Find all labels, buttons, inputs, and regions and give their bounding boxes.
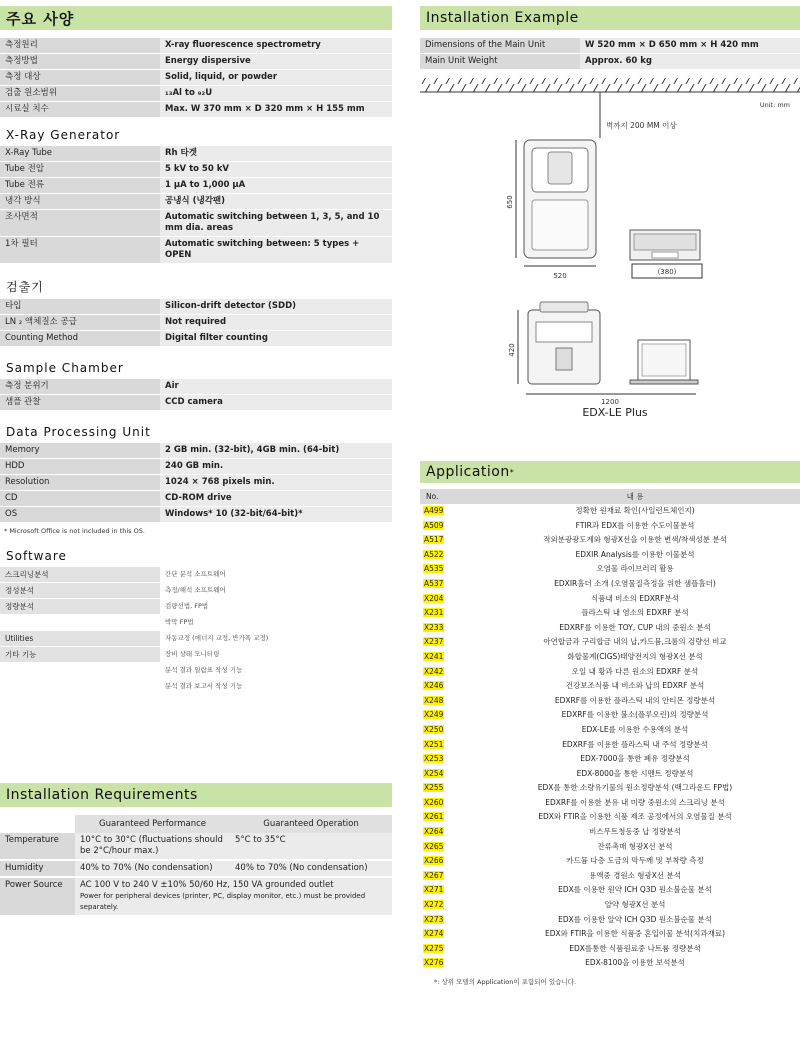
spec-row: [0, 178, 392, 194]
application-row: [420, 854, 800, 869]
application-description: 오일 내 황과 다른 원소의 EDXRF 분석: [571, 666, 699, 676]
application-description: 비스무트청동중 납 정량분석: [589, 827, 681, 837]
spec-value: 분석 결과 일람표 작성 기능: [160, 663, 392, 679]
app-header-content: 내 용: [470, 489, 800, 504]
spec-row: [0, 379, 392, 395]
spec-row: [0, 567, 392, 583]
spec-key: 정량분석: [0, 599, 160, 615]
software-table: [0, 567, 392, 695]
application-no-cell: [420, 738, 470, 753]
spec-value: Digital filter counting: [160, 331, 392, 347]
application-description: 오염물 라이브러리 활용: [596, 564, 674, 574]
application-description: EDXRF를 이용한 불소(플루오린)의 정량분석: [561, 710, 709, 720]
application-row: [420, 504, 800, 519]
application-row: [420, 883, 800, 898]
installation-requirements-title: Installation Requirements: [0, 783, 392, 807]
application-footnote: *: 상위 모델의 Application이 포함되어 있습니다.: [434, 978, 577, 986]
data-processing-table: [0, 443, 392, 523]
model-caption: EDX-LE Plus: [582, 406, 648, 419]
application-row: [420, 738, 800, 753]
req-power-main: AC 100 V to 240 V ±10% 50/60 Hz, 150 VA grounded outlet: [80, 880, 334, 890]
application-no-cell: [420, 665, 470, 680]
spec-key: Tube 전압: [0, 162, 160, 178]
application-no-cell: [420, 562, 470, 577]
application-no: X242: [424, 666, 444, 676]
req-row-power: [0, 877, 392, 916]
application-no-cell: [420, 796, 470, 811]
application-row: [420, 781, 800, 796]
application-description: 적외분광광도계와 형광X선을 이용한 변색/착색성분 분석: [543, 535, 727, 545]
application-no-cell: [420, 504, 470, 519]
application-no-cell: [420, 548, 470, 563]
application-no-cell: [420, 854, 470, 869]
application-description: 플라스틱 내 염소의 EDXRF 분석: [581, 608, 689, 618]
application-description: EDX-8000을 통한 시멘트 정량분석: [576, 768, 694, 778]
application-no: X260: [424, 797, 444, 807]
application-row: [420, 810, 800, 825]
application-no: X233: [424, 622, 444, 632]
application-no-cell: [420, 519, 470, 534]
req-header-operation: Guaranteed Operation: [230, 815, 392, 833]
application-description: 화합물계(CIGS)태양전지의 형광X선 분석: [567, 651, 703, 661]
req-row-humidity: [0, 860, 392, 877]
spec-row: [0, 86, 392, 102]
spec-key: [0, 615, 160, 631]
application-no: X275: [424, 943, 444, 953]
application-row: [420, 708, 800, 723]
spec-value: 1024 × 768 pixels min.: [160, 475, 392, 491]
spec-key: [0, 679, 160, 695]
installation-diagram: [420, 70, 800, 406]
application-no: X267: [424, 870, 444, 880]
application-no: X249: [424, 710, 444, 720]
installation-example-table: [420, 38, 800, 70]
spec-row: [0, 583, 392, 599]
application-description: 용액중 경원소 형광X선 분석: [589, 870, 681, 880]
spec-value: CD-ROM drive: [160, 491, 392, 507]
application-description: FTIR과 EDX를 이용한 수도이물분석: [575, 520, 695, 530]
spec-value: Rh 타겟: [160, 146, 392, 162]
application-no: X254: [424, 768, 444, 778]
dim-420-label: 420: [508, 343, 516, 357]
spec-row: [0, 459, 392, 475]
spec-value: Max. W 370 mm × D 320 mm × H 155 mm: [160, 102, 392, 118]
application-description: 카드뮴 다층 도금의 막두께 및 부착량 측정: [566, 856, 704, 866]
spec-row: [0, 507, 392, 523]
application-no: X266: [424, 856, 444, 866]
application-no: X231: [424, 608, 444, 618]
spec-key: Resolution: [0, 475, 160, 491]
spec-key: [0, 663, 160, 679]
application-no: A537: [424, 578, 444, 588]
spec-key: Dimensions of the Main Unit: [420, 38, 580, 54]
application-no-cell: [420, 942, 470, 957]
spec-row: [0, 146, 392, 162]
spec-value: Solid, liquid, or powder: [160, 70, 392, 86]
application-no: X271: [424, 885, 444, 895]
spec-value: Not required: [160, 315, 392, 331]
spec-row: [0, 54, 392, 70]
software-title: Software: [6, 549, 67, 563]
spec-value: W 520 mm × D 650 mm × H 420 mm: [580, 38, 800, 54]
wall-hatch: [420, 78, 800, 92]
dim-520-label: 520: [553, 272, 567, 280]
spec-row: [0, 631, 392, 647]
spec-row: [0, 679, 392, 695]
req-performance: 40% to 70% (No condensation): [75, 860, 230, 877]
installation-example-title: Installation Example: [420, 6, 800, 30]
spec-row: [0, 491, 392, 507]
application-no-cell: [420, 694, 470, 709]
spec-value: 측정/해석 소프트웨어: [160, 583, 392, 599]
req-key: Humidity: [0, 860, 75, 877]
req-power-value: [75, 877, 392, 916]
req-key: Power Source: [0, 877, 75, 916]
application-row: [420, 694, 800, 709]
spec-row: [0, 299, 392, 315]
spec-value: 장비 상태 모니터링: [160, 647, 392, 663]
spec-row: [420, 38, 800, 54]
application-no: X248: [424, 695, 444, 705]
application-row: [420, 956, 800, 971]
application-description: EDXIR홀더 소개 (오염물질측정을 위한 샘플홀더): [554, 578, 716, 588]
application-no: X253: [424, 754, 444, 764]
application-description: EDXRF를 이용한 플라스틱 내 주석 정량분석: [562, 739, 708, 749]
detector-table: [0, 299, 392, 347]
application-no-cell: [420, 898, 470, 913]
application-row: [420, 606, 800, 621]
spec-row: [0, 647, 392, 663]
spec-value: ₁₃Al to ₉₂U: [160, 86, 392, 102]
application-no-cell: [420, 723, 470, 738]
spec-value: 자동교정 (에너지 교정, 반가폭 교정): [160, 631, 392, 647]
application-no: X273: [424, 914, 444, 924]
spec-row: [0, 615, 392, 631]
spec-key: Main Unit Weight: [420, 54, 580, 70]
installation-diagram-svg: [420, 70, 800, 406]
spec-value: Energy dispersive: [160, 54, 392, 70]
application-no-cell: [420, 708, 470, 723]
spec-value: 간단 분석 소프트웨어: [160, 567, 392, 583]
application-row: [420, 752, 800, 767]
spec-row: [0, 599, 392, 615]
application-no-cell: [420, 606, 470, 621]
detector-title: 검출기: [6, 280, 44, 294]
unit-label: Unit: mm: [759, 101, 790, 109]
application-no: X241: [424, 651, 444, 661]
dim-380-label: (380): [657, 268, 677, 276]
installation-requirements-table: [0, 815, 392, 917]
application-no-cell: [420, 956, 470, 971]
app-header-no: No.: [420, 489, 470, 504]
spec-value: 2 GB min. (32-bit), 4GB min. (64-bit): [160, 443, 392, 459]
spec-row: [0, 237, 392, 264]
application-no-cell: [420, 781, 470, 796]
application-no: X261: [424, 812, 444, 822]
instrument-front-view: [528, 302, 600, 384]
application-no: A499: [424, 506, 444, 515]
application-description: EDX를 통한 소량유기물의 원소정량분석 (백그라운드 FP법): [537, 783, 733, 793]
application-no-cell: [420, 592, 470, 607]
application-table: [420, 489, 800, 971]
application-row: [420, 767, 800, 782]
spec-value: 박막 FP법: [160, 615, 392, 631]
spec-key: Tube 전류: [0, 178, 160, 194]
req-header-performance: Guaranteed Performance: [75, 815, 230, 833]
application-no-cell: [420, 927, 470, 942]
application-row: [420, 898, 800, 913]
application-no: X237: [424, 637, 444, 647]
application-description: EDX와 FTIR을 이용한 식품 제조 공정에서의 오염물질 분석: [538, 812, 732, 822]
req-operation: 5°C to 35°C: [230, 833, 392, 860]
spec-key: Counting Method: [0, 331, 160, 347]
application-no: A522: [424, 549, 444, 559]
application-no-cell: [420, 840, 470, 855]
spec-row: [0, 395, 392, 411]
application-no-cell: [420, 635, 470, 650]
spec-value: Approx. 60 kg: [580, 54, 800, 70]
spec-key: HDD: [0, 459, 160, 475]
application-no-cell: [420, 650, 470, 665]
spec-row: [0, 475, 392, 491]
application-row: [420, 621, 800, 636]
application-no-cell: [420, 679, 470, 694]
req-header-blank: [0, 815, 75, 833]
spec-value: 분석 결과 보고서 작성 기능: [160, 679, 392, 695]
application-no-cell: [420, 577, 470, 592]
application-description: EDX와 FTIR을 이용한 식품중 혼입이물 분석(치과재료): [544, 929, 726, 939]
spec-key: 기타 기능: [0, 647, 160, 663]
spec-key: 조사면적: [0, 210, 160, 237]
req-key: Temperature: [0, 833, 75, 860]
spec-value: 1 μA to 1,000 μA: [160, 178, 392, 194]
application-row: [420, 519, 800, 534]
application-description: 알약 형광X선 분석: [604, 900, 666, 910]
spec-value: Automatic switching between: 5 types + OPEN: [160, 237, 392, 264]
sample-chamber-title: Sample Chamber: [6, 361, 124, 375]
application-row: [420, 723, 800, 738]
laptop-front-view: [630, 340, 698, 384]
spec-row: [0, 210, 392, 237]
dim-650-label: 650: [506, 195, 514, 209]
spec-row: [0, 162, 392, 178]
application-row: [420, 577, 800, 592]
wall-distance-label: 벽까지 200 MM 이상: [606, 121, 677, 130]
spec-key: LN ₂ 액체질소 공급: [0, 315, 160, 331]
spec-value: Air: [160, 379, 392, 395]
spec-value: 공냉식 (냉각팬): [160, 194, 392, 210]
application-row: [420, 533, 800, 548]
spec-key: 측정 분위기: [0, 379, 160, 395]
spec-value: Silicon-drift detector (SDD): [160, 299, 392, 315]
spec-key: CD: [0, 491, 160, 507]
application-no: A509: [424, 520, 444, 530]
application-row: [420, 548, 800, 563]
application-row: [420, 592, 800, 607]
right-column: [420, 0, 800, 986]
spec-key: 냉각 방식: [0, 194, 160, 210]
application-no: X246: [424, 681, 444, 691]
spec-value: 5 kV to 50 kV: [160, 162, 392, 178]
application-description: EDXRF를 이용한 TOY, CUP 내의 중원소 분석: [559, 622, 711, 632]
dim-1200-label: 1200: [601, 398, 619, 406]
spec-row: [420, 54, 800, 70]
spec-value: X-ray fluorescence spectrometry: [160, 38, 392, 54]
application-no-cell: [420, 869, 470, 884]
spec-row: [0, 194, 392, 210]
spec-key: 측정원리: [0, 38, 160, 54]
application-no-cell: [420, 913, 470, 928]
application-description: 식품내 비소의 EDXRF분석: [591, 593, 679, 603]
application-description: EDX를 이용한 원약 ICH Q3D 원소불순물 분석: [558, 885, 712, 895]
spec-key: 샘플 관찰: [0, 395, 160, 411]
spec-value: CCD camera: [160, 395, 392, 411]
spec-row: [0, 70, 392, 86]
application-row: [420, 825, 800, 840]
spec-key: 측정방법: [0, 54, 160, 70]
application-description: 아연합금과 구리합금 내의 납,카드뮴,크롬의 검량선 비교: [543, 637, 727, 647]
application-title-sup: *: [509, 467, 515, 477]
spec-value: 검량선법, FP법: [160, 599, 392, 615]
application-no-cell: [420, 825, 470, 840]
application-no: X265: [424, 841, 444, 851]
application-description: EDX를통한 식품원료중 나트륨 정량분석: [569, 943, 701, 953]
application-description: EDX를 이용한 알약 ICH Q3D 원소불순물 분석: [558, 914, 712, 924]
instrument-top-view: [524, 140, 596, 258]
application-row: [420, 679, 800, 694]
spec-value: Windows* 10 (32-bit/64-bit)*: [160, 507, 392, 523]
application-no-cell: [420, 810, 470, 825]
xray-generator-title: X-Ray Generator: [6, 128, 121, 142]
application-description: 건강보조식품 내 비소와 납의 EDXRF 분석: [565, 681, 705, 691]
application-description: EDX-8100을 이용한 보석분석: [585, 958, 685, 968]
xray-generator-table: [0, 146, 392, 264]
spec-row: [0, 443, 392, 459]
application-row: [420, 665, 800, 680]
application-row: [420, 927, 800, 942]
application-title-text: Application: [426, 464, 510, 480]
sample-chamber-table: [0, 379, 392, 411]
application-row: [420, 635, 800, 650]
spec-row: [0, 38, 392, 54]
spec-key: Utilities: [0, 631, 160, 647]
application-no: X274: [424, 929, 444, 939]
application-no-cell: [420, 767, 470, 782]
application-row: [420, 942, 800, 957]
application-no: X251: [424, 739, 444, 749]
spec-row: [0, 663, 392, 679]
spec-key: Memory: [0, 443, 160, 459]
req-row-temperature: [0, 833, 392, 860]
spec-value: 240 GB min.: [160, 459, 392, 475]
application-description: EDXRF를 이용한 플라스틱 내의 안티몬 정량분석: [554, 695, 716, 705]
application-no-cell: [420, 621, 470, 636]
application-no: X264: [424, 827, 444, 837]
application-row: [420, 562, 800, 577]
application-no: A535: [424, 564, 444, 574]
application-description: EDXRF를 이용한 분유 내 미량 중원소의 스크리닝 분석: [545, 797, 725, 807]
application-no: X272: [424, 900, 444, 910]
application-no-cell: [420, 533, 470, 548]
spec-key: 검출 원소범위: [0, 86, 160, 102]
spec-key: X-Ray Tube: [0, 146, 160, 162]
application-row: [420, 913, 800, 928]
laptop-top-view: [630, 230, 700, 260]
application-row: [420, 650, 800, 665]
req-power-sub: Power for peripheral devices (printer, PC, display monitor, etc.) must be provided separately.: [80, 892, 366, 911]
spec-key: 측정 대상: [0, 70, 160, 86]
spec-row: [0, 102, 392, 118]
application-description: 잔류촉매 형광X선 분석: [597, 841, 673, 851]
application-row: [420, 869, 800, 884]
spec-row: [0, 331, 392, 347]
spec-key: 스크리닝분석: [0, 567, 160, 583]
os-note: * Microsoft Office is not included in this OS.: [4, 527, 145, 535]
application-no-cell: [420, 883, 470, 898]
main-spec-title: 주요 사양: [0, 6, 392, 30]
spec-value: Automatic switching between 1, 3, 5, and 10 mm dia. areas: [160, 210, 392, 237]
req-operation: 40% to 70% (No condensation): [230, 860, 392, 877]
application-title: [420, 461, 800, 483]
spec-key: 시료실 치수: [0, 102, 160, 118]
left-column: [0, 0, 392, 917]
application-description: EDX-7000을 통한 폐유 정량분석: [580, 754, 690, 764]
spec-row: [0, 315, 392, 331]
application-no: X250: [424, 724, 444, 734]
application-description: EDXIR Analysis를 이용한 이물분석: [575, 549, 695, 559]
application-no: X204: [424, 593, 444, 603]
application-no: X276: [424, 958, 444, 968]
spec-key: 1차 필터: [0, 237, 160, 264]
spec-key: 정성분석: [0, 583, 160, 599]
application-description: EDX-LE를 이용한 수용액의 분석: [581, 724, 689, 734]
spec-key: OS: [0, 507, 160, 523]
req-performance: 10°C to 30°C (fluctuations should be 2°C/hour max.): [75, 833, 230, 860]
application-row: [420, 796, 800, 811]
data-processing-title: Data Processing Unit: [6, 425, 151, 439]
application-no-cell: [420, 752, 470, 767]
spec-key: 타입: [0, 299, 160, 315]
application-row: [420, 840, 800, 855]
application-no: X255: [424, 783, 444, 793]
application-no: A517: [424, 535, 444, 545]
application-description: 정확한 원재료 확인(사일런트체인지): [575, 506, 695, 515]
main-spec-table: [0, 38, 392, 118]
